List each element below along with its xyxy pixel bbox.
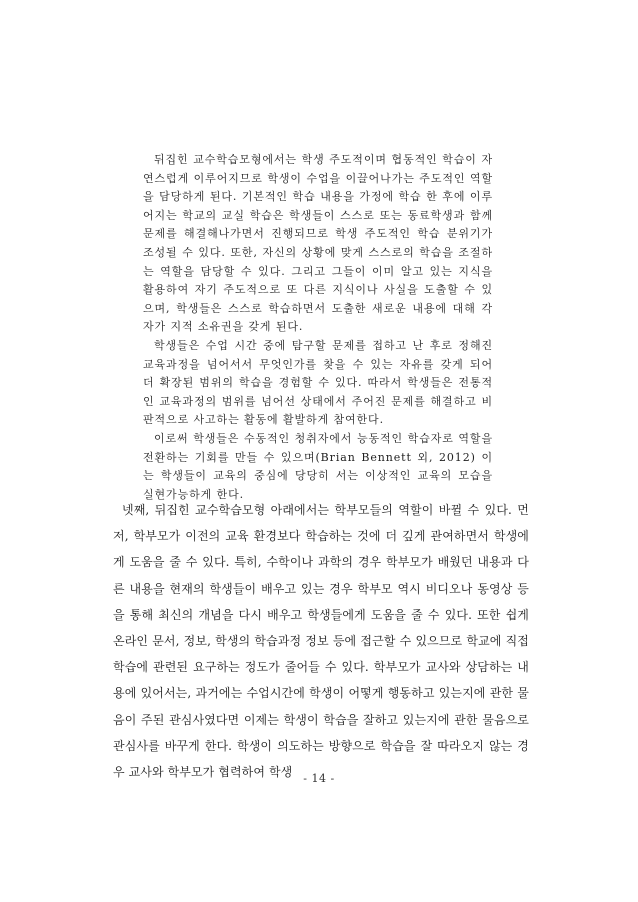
page-number: - 14 - bbox=[303, 772, 335, 785]
quote-paragraph: 이로써 학생들은 수동적인 청취자에서 능동적인 학습자로 역할을 전환하는 기회를 만들 수 있으며(Brian Bennett 외, 2012) 이는 학생들이 교육의 중심에 당당히 서는 이상적인 교육의 모습을 실현가능하게 한다. bbox=[143, 431, 493, 501]
block-quote bbox=[143, 151, 493, 504]
body-paragraph: 넷째, 뒤집힌 교수학습모형 아래에서는 학부모들의 역할이 바뀔 수 있다. 먼저, 학부모가 이전의 교육 환경보다 학습하는 것에 더 깊게 관여하면서 학생에게 도움을 줄 수 있다. 특히, 수학이나 과학의 경우 학부모가 배웠던 내용과 다른 내용을 현재의 학생들이 배우고 있는 경우 학부모 역시 비디오나 동영상 등을 통해 최신의 개념을 다시 배우고 학생들에게 도움을 줄 수 있다. 또한 쉽게 온라인 문서, 정보, 학생의 학습과정 정보 등에 접근할 수 있으므로 학교에 직접 학습에 관련된 요구하는 정도가 줄어들 수 있다. 학부모가 교사와 상담하는 내용에 있어서는, 과거에는 수업시간에 학생이 어떻게 행동하고 있는지에 관한 물음이 주된 관심사였다면 이제는 학생이 학습을 잘하고 있는지에 관한 물음으로 관심사를 바꾸게 한다. 학생이 의도하는 방향으로 학습을 잘 따라오지 않는 경우 교사와 학부모가 협력하여 학생 bbox=[113, 503, 529, 780]
quote-paragraph: 학생들은 수업 시간 중에 탐구할 문제를 접하고 난 후로 정해진 교육과정을 넘어서서 무엇인가를 찾을 수 있는 자유를 갖게 되어 더 확장된 범위의 학습을 경험할 수 있다. 따라서 학생들은 전통적인 교육과정의 범위를 넘어선 상태에서 주어진 문제를 해결하고 비판적으로 사고하는 활동에 활발하게 참여한다. bbox=[143, 338, 493, 427]
quote-paragraph: 뒤집힌 교수학습모형에서는 학생 주도적이며 협동적인 학습이 자연스럽게 이루어지므로 학생이 수업을 이끌어나가는 주도적인 역할을 담당하게 된다. 기본적인 학습 내용을 가정에 학습 한 후에 이루어지는 학교의 교실 학습은 학생들이 스스로 또는 동료학생과 함께 문제를 해결해나가면서 진행되므로 학생 주도적인 학습 분위기가 조성될 수 있다. 또한, 자신의 상황에 맞게 스스로의 학습을 조절하는 역할을 담당할 수 있다. 그리고 그들이 이미 알고 있는 지식을 활용하여 자기 주도적으로 또 다른 지식이나 사실을 도출할 수 있으며, 학생들은 스스로 학습하면서 도출한 새로운 내용에 대해 각자가 지적 소유권을 갖게 된다. bbox=[143, 153, 493, 334]
body-text bbox=[113, 497, 529, 785]
